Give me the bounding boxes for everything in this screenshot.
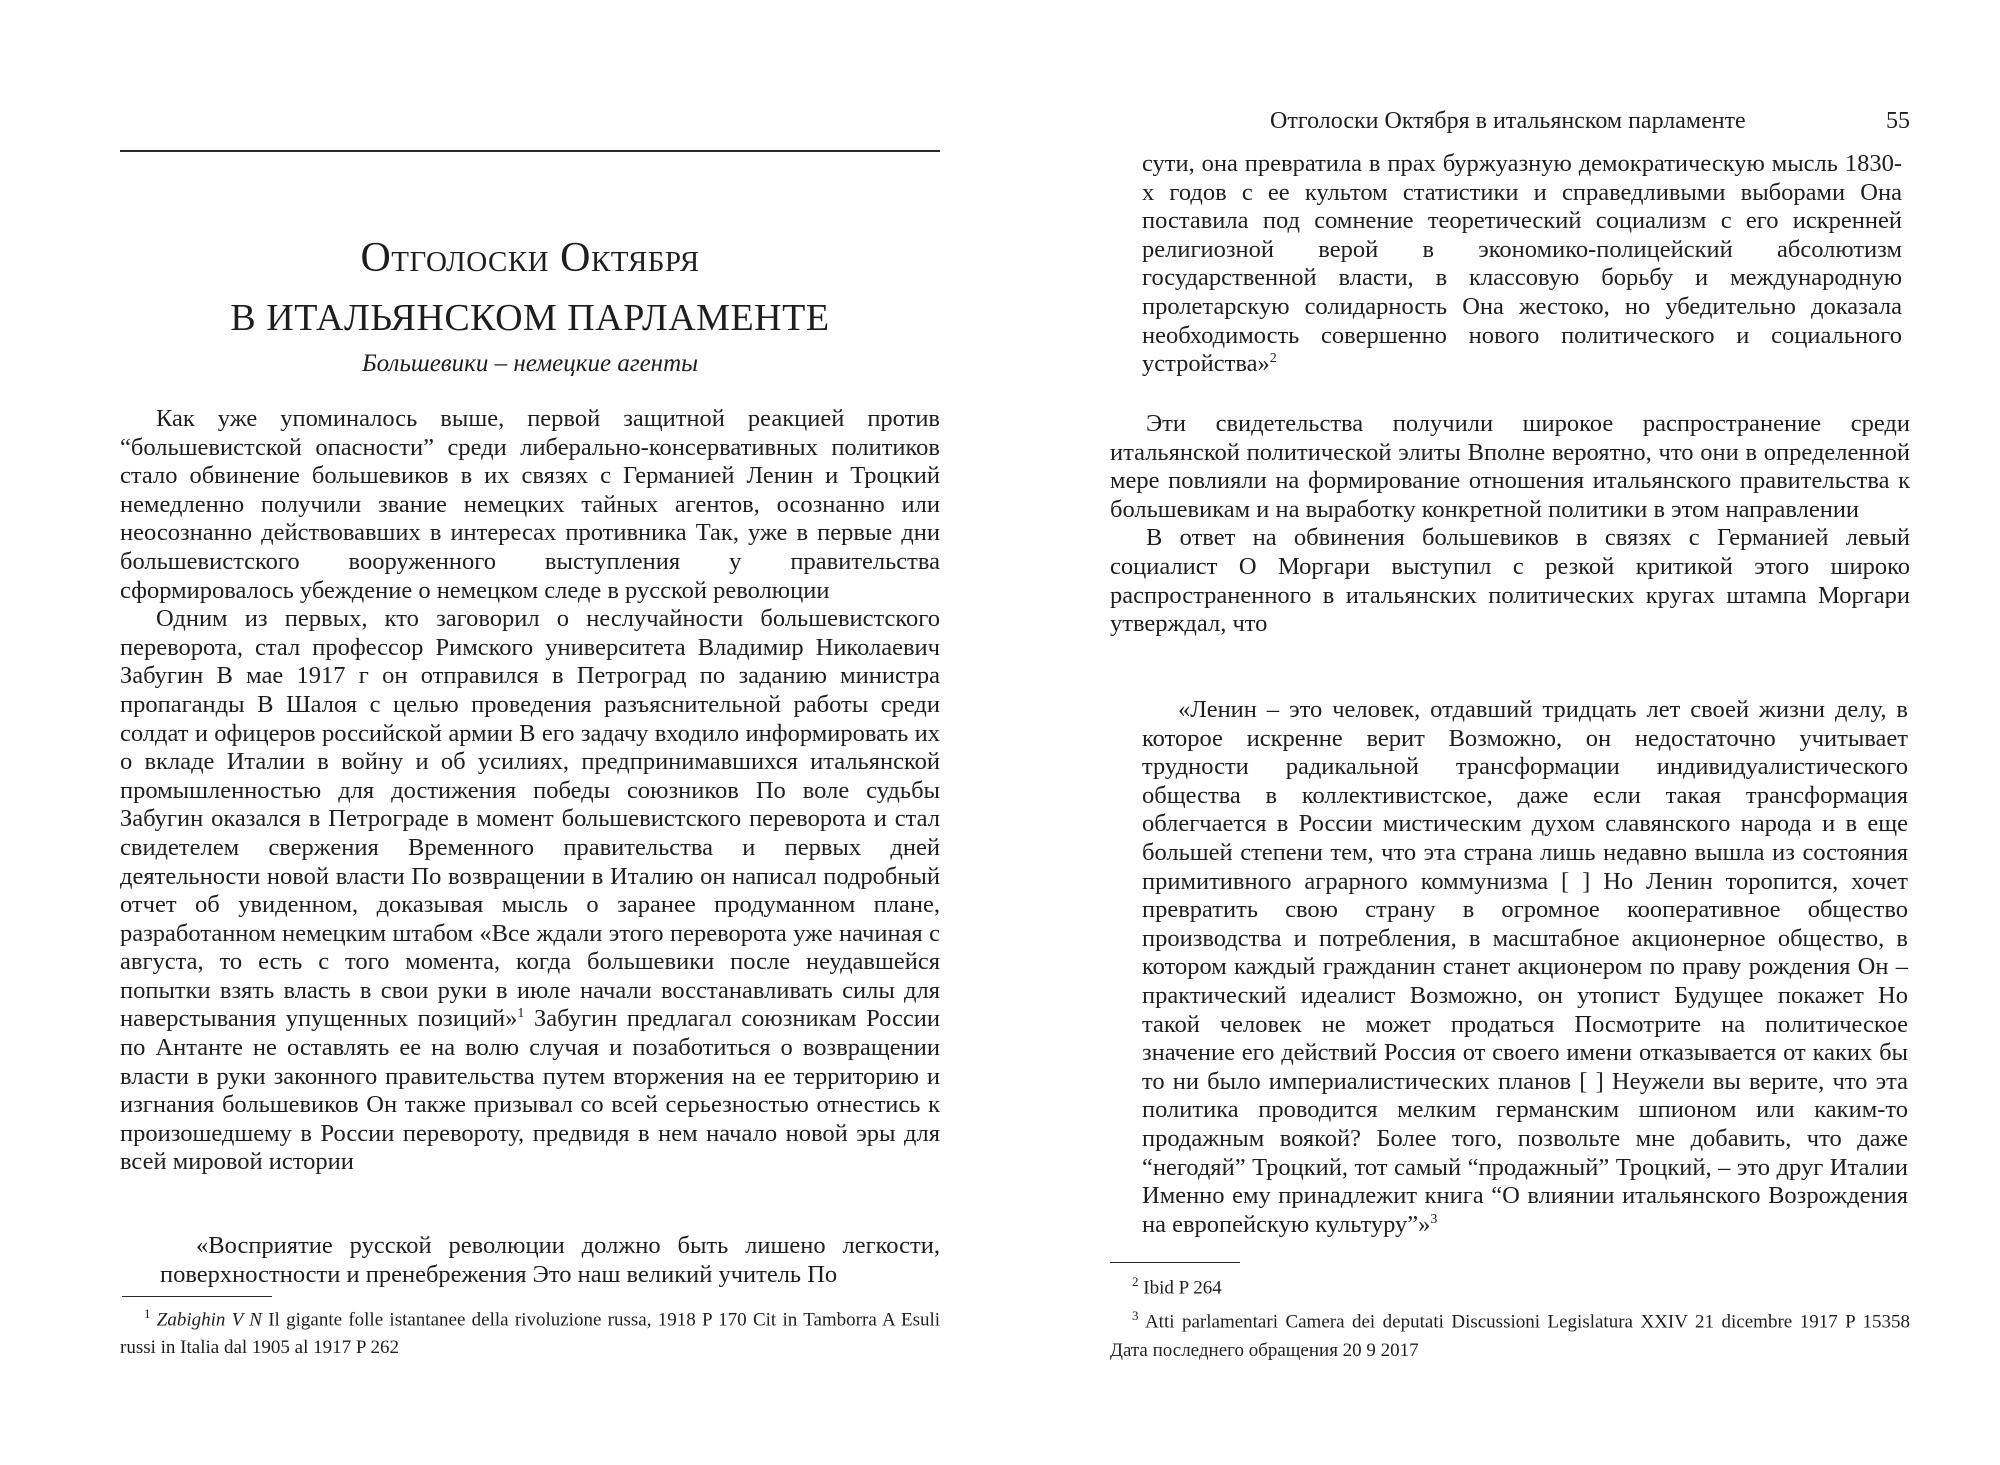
running-head-title: Отголоски Октября в итальянском парламенте xyxy=(1270,108,1746,134)
right-quote-continuation xyxy=(1142,150,1902,379)
footnote-author: Zabighin V N xyxy=(156,1309,262,1331)
footnote-rule xyxy=(1110,1262,1240,1263)
chapter-top-rule xyxy=(120,150,940,152)
paragraph-text: Забугин предлагал союзникам России по Антанте не оставлять ее на волю случая и позаботиться о возвращении власти в руки законного правительства путем вторжения на ее территорию и изгнания большевиков Он также призывал со всей серьезностью отнестись к произошедшему в России перевороту, предвидя в нем начало новой эры для всей мировой истории xyxy=(120,1005,940,1176)
right-body-text xyxy=(1110,410,1910,639)
footnote-text: Il gigante folle istantanee della rivoluzione russa, 1918 P 170 Cit in Tamborra A Esuli russi in Italia dal 1905 al 1917 P 262 xyxy=(120,1309,941,1359)
left-body-text xyxy=(120,405,940,1177)
footnote-rule xyxy=(122,1296,272,1297)
section-subtitle: Большевики – немецкие агенты xyxy=(361,350,699,377)
paragraph-text: Одним из первых, кто заговорил о неслучайности большевистского переворота, стал профессор Римского университета Владимир Николаевич Забугин В мае 1917 г он отправился в Петроград по заданию министра пропаганды В Шалоя с целью проведения разъяснительной работы среди солдат и офицеров российской армии В его задачу входило информировать их о вкладе Италии в войну и об усилиях, предпринимавшихся итальянской промышленностью для достижения победы союзников По воле судьбы Забугин оказался в Петрограде в момент большевистского переворота и стал свидетелем свержения Временного правительства и первых дней деятельности новой власти По возвращении в Италию он написал подробный отчет об увиденном, доказывая мысль о заранее продуманном плане, разработанном немецким штабом «Все ждали этого переворота уже начиная с августа, то есть с того момента, когда большевики после неудавшейся попытки взять власть в свои руки в июле начали восстанавливать силы для наверстывания упущенных позиций» xyxy=(120,605,940,1033)
right-block-quote xyxy=(1142,696,1908,1239)
chapter-title-line-2: В ИТАЛЬЯНСКОМ ПАРЛАМЕНТЕ xyxy=(230,297,830,339)
quote-text: «Восприятие русской революции должно быть лишено легкости, поверхностности и пренебрежения Это наш великий учитель По xyxy=(160,1232,940,1288)
paragraph: В ответ на обвинения большевиков в связях с Германией левый социалист О Моргари выступил с резкой критикой этого широко распространенного в итальянских политических кругах штампа Моргари утверждал, что xyxy=(1110,524,1910,638)
chapter-title-line-1: Отголоски Октября xyxy=(360,235,700,281)
chapter-title xyxy=(120,228,940,348)
left-block-quote xyxy=(160,1232,940,1289)
footnote-number: 2 xyxy=(1132,1274,1139,1289)
footnote-1 xyxy=(120,1300,940,1362)
left-footnotes xyxy=(120,1300,940,1362)
footnote-3 xyxy=(1110,1302,1910,1364)
footnote-ref: 3 xyxy=(1430,1211,1438,1227)
footnote-number: 3 xyxy=(1132,1308,1139,1324)
right-page xyxy=(1110,0,1910,1465)
footnote-2 xyxy=(1110,1268,1910,1302)
quote-text: сути, она превратила в прах буржуазную демократическую мысль 1830-х годов с ее культом статистики и справедливыми выборами Она поставила под сомнение теоретический социализм с его искренней религиозной верой в экономико-полицейский абсолютизм государственной власти, в классовую борьбу и международную пролетарскую солидарность Она жестоко, но убедительно доказала необходимость совершенно нового политического и социального устройства»$^2$ xyxy=(1142,150,1902,378)
right-footnotes xyxy=(1110,1268,1910,1365)
footnote-ref: 1 xyxy=(517,1006,525,1022)
paragraph: Как уже упоминалось выше, первой защитной реакцией против “большевистской опасности” среди либерально-консервативных политиков стало обвинение большевиков в их связях с Германией Ленин и Троцкий немедленно получили звание немецких тайных агентов, осознанно или неосознанно действовавших в интересах противника Так, уже в первые дни большевистского вооруженного выступления у правительства сформировалось убеждение о немецком следе в русской революции xyxy=(120,405,940,604)
left-page xyxy=(120,0,940,1465)
page-number: 55 xyxy=(1886,108,1910,134)
footnote-text: Ibid P 264 xyxy=(1143,1277,1222,1299)
paragraph xyxy=(120,605,940,1177)
footnote-ref: 2 xyxy=(1269,351,1277,366)
paragraph: Эти свидетельства получили широкое распространение среди итальянской политической элиты Вполне вероятно, что они в определенной мере повлияли на формирование отношения итальянского правительства к большевикам и на выработку конкретной политики в этом направлении xyxy=(1110,410,1910,523)
quote-text: «Ленин – это человек, отдавший тридцать лет своей жизни делу, в которое искренне верит Возможно, он недостаточно учитывает трудности радикальной трансформации индивидуалистического общества в коллективистское, даже если такая трансформация облегчается в России мистическим духом славянского народа и в еще большей степени тем, что эта страна лишь недавно вышла из состояния примитивного аграрного коммунизма [ ] Но Ленин торопится, хочет превратить свою страну в огромное кооперативное общество производства и потребления, в масштабное акционерное общество, в котором каждый гражданин станет акционером по праву рождения Он – практический идеалист Возможно, он утопист Будущее покажет Но такой человек не может продаться Посмотрите на политическое значение его действий Россия от своего имени отказывается от каких бы то ни было империалистических планов [ ] Неужели вы верите, что эта политика проводится мелким германским шпионом или каким-то продажным воякой? Более того, позвольте мне добавить, что даже “негодяй” Троцкий, тот самый “продажный” Троцкий, – это друг Италии Именно ему принадлежит книга “О влиянии итальянского Возрождения на европейскую культуру”»$^3$ xyxy=(1142,696,1908,1238)
footnote-text: Atti parlamentari Camera dei deputati Discussioni Legislatura XXIV 21 dicembre 1917 P 15358 Дата последнего обращения 20 9 2017 xyxy=(1110,1311,1911,1361)
footnote-number: 1 xyxy=(144,1306,151,1321)
